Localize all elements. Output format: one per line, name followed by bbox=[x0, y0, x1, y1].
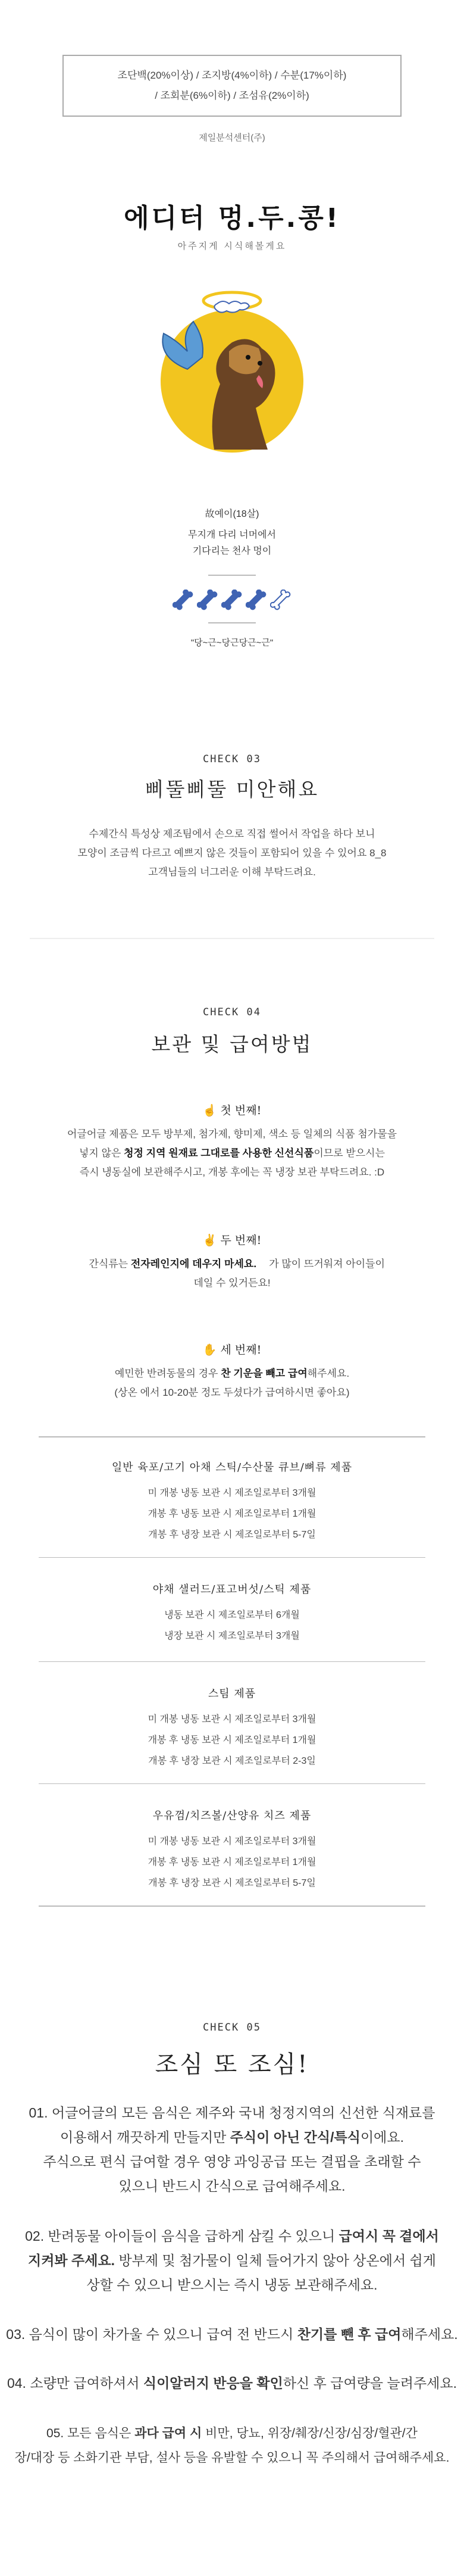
bone-icon bbox=[197, 590, 218, 611]
third-tip-line-1: 예민한 반려동물의 경우 찬 기운을 빼고 급여해주세요. bbox=[114, 1368, 350, 1379]
caution-02-line-3: 상할 수 있으니 받으시는 즉시 냉동 보관해주세요. bbox=[86, 2277, 378, 2293]
storage-title-3: 스팀 제품 bbox=[208, 1688, 256, 1700]
check-03-title: 삐뚤삐뚤 미안해요 bbox=[145, 778, 319, 801]
storage-title-1: 일반 육포/고기 아채 스틱/수산물 큐브/뼈류 제품 bbox=[111, 1461, 353, 1474]
storage-divider bbox=[39, 1557, 425, 1558]
storage-3-line-1: 미 개봉 냉동 보관 시 제조일로부터 3개월 bbox=[148, 1714, 316, 1724]
dog-head bbox=[229, 345, 261, 375]
check-05-label: CHECK 05 bbox=[203, 2022, 261, 2034]
second-tip-heading: ✌ 두 번째! bbox=[202, 1234, 262, 1247]
third-tip-heading: ✋ 세 번째! bbox=[202, 1343, 262, 1356]
third-tip-line-2: (상온 에서 10-20분 정도 두셨다가 급여하시면 좋아요) bbox=[114, 1387, 350, 1398]
bone-rating bbox=[173, 590, 291, 613]
storage-1-line-3: 개봉 후 냉장 보관 시 제조일로부터 5-7일 bbox=[148, 1530, 316, 1540]
storage-title-4: 우유껌/치즈볼/산양유 치즈 제품 bbox=[152, 1810, 312, 1822]
storage-3-line-3: 개봉 후 냉장 보관 시 제조일로부터 2-3일 bbox=[148, 1756, 316, 1766]
storage-1-line-1: 미 개봉 냉동 보관 시 제조일로부터 3개월 bbox=[148, 1488, 316, 1498]
caution-03: 03. 음식이 많이 차가울 수 있으니 급여 전 반드시 찬기를 뺀 후 급여해주세요. bbox=[6, 2326, 458, 2342]
second-tip-line-2: 데일 수 있거든요! bbox=[193, 1277, 271, 1289]
check-04-label: CHECK 04 bbox=[203, 1006, 261, 1018]
storage-bottom-rule bbox=[39, 1906, 425, 1907]
lab-label: 제일분석센터(주) bbox=[199, 133, 265, 143]
dog-name: 故예이(18살) bbox=[205, 509, 259, 519]
storage-1-line-2: 개봉 후 냉동 보관 시 제조일로부터 1개월 bbox=[148, 1509, 316, 1519]
dog-eye bbox=[246, 355, 250, 360]
caution-04: 04. 소량만 급여하셔서 식이알러지 반응을 확인하신 후 급여량을 늘려주세요. bbox=[7, 2375, 457, 2391]
caution-05-line-1: 05. 모든 음식은 과다 급여 시 비만, 당뇨, 위장/췌장/신장/심장/혈관/간 bbox=[46, 2427, 418, 2440]
dog-desc-2: 기다리는 천사 멍이 bbox=[192, 546, 272, 556]
storage-2-line-2: 냉장 보관 시 제조일로부터 3개월 bbox=[164, 1631, 300, 1641]
divider bbox=[208, 622, 256, 623]
dog-nose bbox=[258, 361, 262, 366]
check-03-line-2: 모양이 조금씩 다르고 예쁘지 않은 것들이 포함되어 있을 수 있어요 8_8 bbox=[77, 847, 387, 859]
second-tip-line-1: ㅤ간식류는 전자레인지에 데우지 마세요. ㅤ가 많이 뜨거워져 아이들이 bbox=[79, 1258, 385, 1270]
storage-4-line-2: 개봉 후 냉동 보관 시 제조일로부터 1개월 bbox=[148, 1857, 316, 1867]
nutrition-box bbox=[62, 55, 402, 117]
check-03-line-3: 고객님들의 너그러운 이해 부탁드려요. bbox=[148, 866, 316, 878]
first-tip-line-2: 넣지 않은 청정 지역 원재료 그대로를 사용한 신선식품이므로 받으시는 bbox=[79, 1147, 385, 1159]
nutrition-line-1: 조단백(20%이상) / 조지방(4%이하) / 수분(17%이하) bbox=[117, 70, 347, 81]
caution-05-line-2: 장/대장 등 소화기관 부담, 설사 등을 유발할 수 있으니 꼭 주의해서 급여해주세요. bbox=[14, 2451, 450, 2465]
bone-icon bbox=[270, 590, 291, 611]
check-03-line-1: 수제간식 특성상 제조팀에서 손으로 직접 썰어서 작업을 하다 보니 bbox=[89, 828, 375, 840]
caution-01-line-1: 01. 어글어글의 모든 음식은 제주와 국내 청정지역의 신선한 식재료를 bbox=[29, 2105, 435, 2120]
caution-01-line-4: 있으니 반드시 간식으로 급여해주세요. bbox=[118, 2178, 346, 2194]
check-03-label: CHECK 03 bbox=[203, 753, 261, 765]
storage-top-rule bbox=[39, 1436, 425, 1437]
bone-icon bbox=[221, 590, 243, 611]
model-title: 에디터 멍.두.콩! bbox=[124, 203, 340, 233]
dog-comment: "당~근~당근당근~근" bbox=[190, 638, 274, 648]
bone-icon bbox=[173, 590, 194, 611]
storage-3-line-2: 개봉 후 냉동 보관 시 제조일로부터 1개월 bbox=[148, 1735, 316, 1745]
caution-01-line-3: 주식으로 편식 급여할 경우 영양 과잉공급 또는 결핍을 초래할 수 bbox=[43, 2154, 421, 2169]
check-04-title: 보관 및 급여방법 bbox=[151, 1033, 313, 1056]
caution-02-line-1: 02. 반려동물 아이들이 음식을 급하게 삼킬 수 있으니 급여시 꼭 곁에서 bbox=[25, 2228, 439, 2244]
caution-02-line-2: 지켜봐 주세요. 방부제 및 첨가물이 일체 들어가지 않아 상온에서 쉽게 bbox=[27, 2253, 436, 2268]
check-05-title: 조심 또 조심! bbox=[155, 2051, 309, 2078]
model-subtitle: 아주지게 시식해볼게요 bbox=[177, 241, 287, 251]
dog-desc-1: 무지개 다리 너머에서 bbox=[188, 530, 276, 540]
section-divider bbox=[30, 938, 434, 939]
dog-portrait bbox=[152, 268, 312, 453]
storage-divider bbox=[39, 1661, 425, 1662]
caution-01-line-2: 이용해서 깨끗하게 만들지만 주식이 아닌 간식/특식이에요. bbox=[60, 2129, 404, 2145]
nutrition-line-2: / 조회분(6%이하) / 조섬유(2%이하) bbox=[155, 90, 309, 101]
storage-2-line-1: 냉동 보관 시 제조일로부터 6개월 bbox=[164, 1610, 300, 1620]
first-tip-heading: ☝ 첫 번째! bbox=[202, 1104, 262, 1117]
storage-title-2: 야채 샐러드/표고버섯/스틱 제품 bbox=[152, 1583, 312, 1596]
first-tip-line-1: 어글어글 제품은 모두 방부제, 첨가제, 향미제, 색소 등 일체의 식품 첨가물을 bbox=[67, 1128, 397, 1140]
storage-4-line-3: 개봉 후 냉장 보관 시 제조일로부터 5-7일 bbox=[148, 1878, 316, 1888]
bone-icon bbox=[246, 590, 267, 611]
storage-divider bbox=[39, 1783, 425, 1784]
storage-4-line-1: 미 개봉 냉동 보관 시 제조일로부터 3개월 bbox=[148, 1836, 316, 1847]
divider bbox=[208, 575, 256, 576]
first-tip-line-3: 즉시 냉동실에 보관해주시고, 개봉 후에는 꼭 냉장 보관 부탁드려요. :D bbox=[79, 1167, 385, 1178]
